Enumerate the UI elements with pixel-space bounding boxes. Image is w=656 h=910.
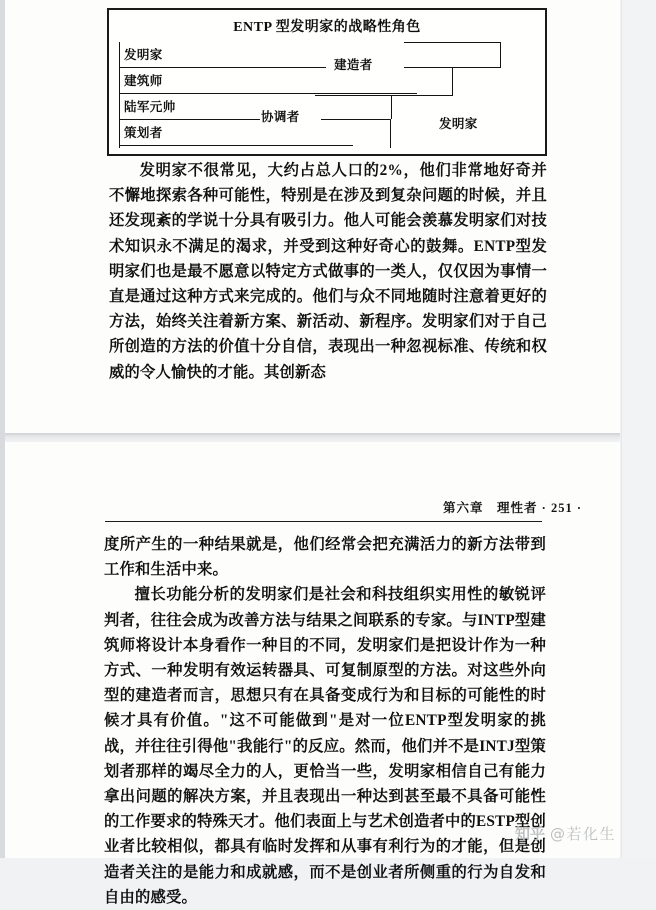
bracket-builder-top-return [404,42,501,43]
bracket-coordinator-arm [321,119,391,120]
bracket-builder-right-riser [500,42,501,68]
bracket-builder-join [315,95,453,96]
figure-role-inventor: 发明家 [124,48,163,62]
figure-group-inventor-outer: 发明家 [439,117,478,131]
watermark-logo: 知乎 [514,825,545,843]
bracket-arm-architect [120,93,417,94]
running-head-rule [105,521,542,522]
bracket-coordinator-riser [391,95,392,119]
page-2-body [104,532,546,910]
figure-role-mastermind: 策划者 [124,126,163,140]
figure-title: ENTP 型发明家的战略性角色 [233,20,421,35]
bracket-arm-mastermind [120,145,353,146]
page-1-paragraph-1-text: 发明家不很常见，大约占总人口的2%，他们非常地好奇并不懈地探索各种可能性，特别是在涉及到复杂问题的时候，并且还发现紊的学说十分具有吸引力。他人可能会羡慕发明家们对技术知识永不满足的渴求，并受到这种好奇心的鼓舞。ENTP型发明家们也是最不愿意以特定方式做事的一类人，仅仅因为事情一直是通过这种方式来完成的。他们与众不同地随时注意着更好的方法，始终关注着新方案、新活动、新程序。发明家们对于自己所创造的方法的价值十分自信，表现出一种忽视标准、传统和权威的令人愉快的才能。其创新态 [109,162,547,381]
page-1 [5,0,620,433]
page-1-paragraph-1 [109,158,547,385]
watermark [515,823,616,844]
page-2-paragraph-1: 度所产生的一种结果就是，他们经常会把充满活力的新方法带到工作和生活中来。 [104,536,546,579]
running-head: 第六章 理性者 · 251 · [443,501,582,515]
figure-role-architect: 建筑师 [124,74,163,88]
viewer-right-gutter[interactable] [622,0,656,858]
figure-body [109,38,545,154]
page-2-paragraph-2: 擅长功能分析的发明家们是社会和科技组织实用性的敏锐评判者，往往会成为改善方法与结果之间联系的专家。与INTP型建筑师将设计本身看作一种目的不同，发明家们是把设计作为一种方式、一种发明有效运转器具、可复制原型的方法。对这些外向型的建造者而言，思想只有在具备变成行为和目标的可能性的时候才具有价值。"这不可能做到"是对一位ENTP型发明家的挑战，并往往引得他"我能行"的反应。然而，他们并不是INTJ型策划者那样的竭尽全力的人，更恰当一些，发明家相信自己有能力拿出问题的解决方案，并且表现出一种达到甚至最不具备可能性的工作要求的特殊天才。他们表面上与艺术创造者中的ESTP型创业者比较相似，都具有临时发挥和从事有利行为的才能，但是创造者关注的是能力和成就感，而不是创业者所侧重的行为自发和自由的感受。 [104,586,546,906]
watermark-handle: @若化生 [549,825,616,843]
bracket-arm-inventor [120,67,326,68]
figure-group-builder: 建造者 [334,58,373,72]
figure-entp-strategic-roles [107,8,547,156]
page-separator [5,433,620,442]
bracket-builder-drop [452,67,453,96]
figure-group-coordinator: 协调者 [261,110,300,124]
bracket-coordinator-drop [390,119,391,148]
bracket-arm-field-marshal [120,119,260,120]
figure-role-field-marshal: 陆军元帅 [124,100,176,114]
